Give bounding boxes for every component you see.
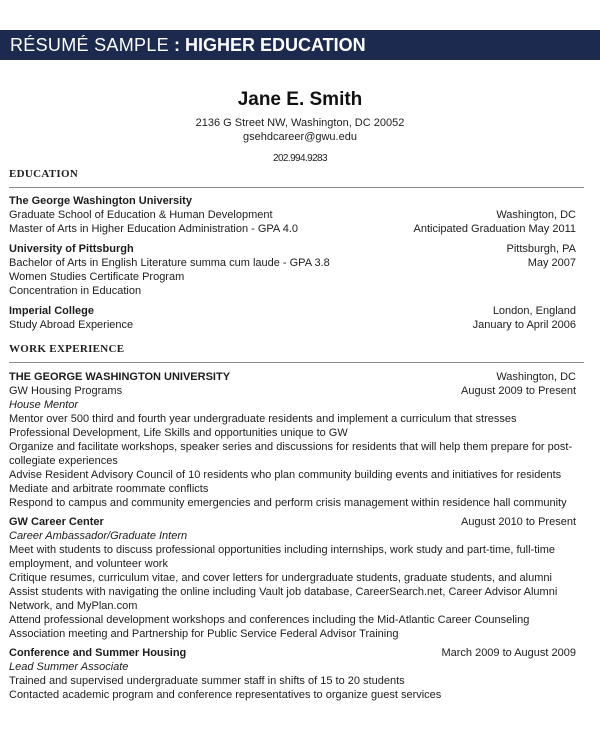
work-program-name: GW Housing Programs [9, 385, 123, 397]
work-line [9, 468, 576, 482]
work-line-text: collegiate experiences [9, 455, 118, 467]
work-org-location: Washington, DC [496, 371, 576, 383]
work-line-text: Critique resumes, curriculum vitae, and cover letters for undergraduate students, graduate students, and alumni [9, 572, 552, 584]
work-line-text: Contacted academic program and conference representatives to organize guest services [9, 689, 442, 701]
edu-line [9, 222, 576, 236]
edu-line-left: Graduate School of Education & Human Development [9, 209, 273, 221]
work-line-text: Meet with students to discuss professional opportunities including internships, work study and part-time, full-time [9, 544, 555, 556]
work-line-text: Professional Development, Life Skills and opportunities unique to GW [9, 427, 348, 439]
edu-school-location: Pittsburgh, PA [506, 243, 576, 255]
education-rule [9, 187, 584, 188]
work-line [9, 674, 576, 688]
edu-line [9, 318, 576, 332]
work-org-2 [9, 515, 576, 529]
work-line [9, 585, 576, 599]
work-org-dates: March 2009 to August 2009 [441, 647, 576, 659]
work-line-text: Attend professional development workshops and conferences including the Mid-Atlantic Career Counseling [9, 614, 530, 626]
work-program [9, 384, 576, 398]
work-line [9, 599, 576, 613]
work-org-3 [9, 646, 576, 660]
work-line-text: Mentor over 500 third and fourth year undergraduate residents and implement a curriculum that stresses [9, 413, 517, 425]
work-heading: WORK EXPERIENCE [9, 343, 125, 355]
edu-line [9, 284, 576, 298]
edu-line [9, 256, 576, 270]
edu-school-1 [9, 194, 576, 208]
banner-prefix: RÉSUMÉ SAMPLE [10, 35, 169, 55]
edu-line-right: Washington, DC [496, 209, 576, 221]
edu-line-left: Master of Arts in Higher Education Administration - GPA 4.0 [9, 223, 298, 235]
work-role-title: Lead Summer Associate [9, 661, 129, 673]
edu-line-left: Women Studies Certificate Program [9, 271, 185, 283]
work-line-text: employment, and volunteer work [9, 558, 168, 570]
edu-school-2 [9, 242, 576, 256]
work-line [9, 613, 576, 627]
work-line-text: Association meeting and Partnership for Public Service Federal Advisor Training [9, 628, 399, 640]
work-line-text: Organize and facilitate workshops, speaker series and discussions for residents that will help them prepare for post- [9, 441, 573, 453]
work-role [9, 660, 576, 674]
edu-line-right: January to April 2006 [472, 319, 576, 331]
work-line-text: Network, and MyPlan.com [9, 600, 138, 612]
work-role-title: Career Ambassador/Graduate Intern [9, 530, 188, 542]
work-line [9, 557, 576, 571]
edu-line-left: Concentration in Education [9, 285, 142, 297]
education-heading: EDUCATION [9, 168, 79, 180]
edu-line [9, 208, 576, 222]
work-line-text: Advise Resident Advisory Council of 10 residents who plan community building events and initiatives for residents [9, 469, 562, 481]
work-line-text: Assist students with navigating the online including Vault job database, CareerSearch.net, Career Advisor Alumni [9, 586, 558, 598]
work-line [9, 482, 576, 496]
work-line [9, 627, 576, 641]
work-org-1 [9, 370, 576, 384]
work-line-text: Respond to campus and community emergencies and perform crisis management within residence hall community [9, 497, 567, 509]
edu-school-3 [9, 304, 576, 318]
edu-school-name: The George Washington University [9, 195, 192, 207]
edu-school-location: London, England [492, 305, 576, 317]
work-line-text: Mediate and arbitrate roommate conflicts [9, 483, 209, 495]
work-line [9, 571, 576, 585]
address: 2136 G Street NW, Washington, DC 20052 [195, 117, 405, 129]
work-org-name: Conference and Summer Housing [9, 647, 187, 659]
work-line [9, 454, 576, 468]
work-org-name: THE GEORGE WASHINGTON UNIVERSITY [9, 371, 231, 383]
edu-line [9, 270, 576, 284]
edu-line-left: Bachelor of Arts in English Literature summa cum laude - GPA 3.8 [9, 257, 330, 269]
email: gsehdcareer@gwu.edu [243, 131, 357, 143]
work-line [9, 440, 576, 454]
edu-line-right: Anticipated Graduation May 2011 [413, 223, 576, 235]
edu-line-left: Study Abroad Experience [9, 319, 134, 331]
work-rule [9, 362, 584, 363]
work-org-name: GW Career Center [9, 516, 104, 528]
banner-bar [0, 30, 600, 60]
banner-separator: : [168, 35, 185, 55]
work-line-text: Trained and supervised undergraduate summer staff in shifts of 15 to 20 students [9, 675, 405, 687]
work-role-title: House Mentor [9, 399, 79, 411]
work-program-dates: August 2009 to Present [461, 385, 576, 397]
work-role [9, 529, 576, 543]
banner-title: HIGHER EDUCATION [184, 35, 366, 55]
work-line [9, 412, 576, 426]
work-line [9, 688, 576, 702]
work-line [9, 426, 576, 440]
work-role [9, 398, 576, 412]
work-line [9, 543, 576, 557]
work-line [9, 496, 576, 510]
title-banner [0, 0, 600, 60]
candidate-name: Jane E. Smith [237, 89, 363, 110]
edu-line-right: May 2007 [527, 257, 576, 269]
phone: 202.994.9283 [273, 153, 327, 164]
edu-school-name: University of Pittsburgh [9, 243, 134, 255]
resume-page [0, 60, 600, 730]
edu-school-name: Imperial College [9, 305, 94, 317]
work-org-dates: August 2010 to Present [461, 516, 576, 528]
